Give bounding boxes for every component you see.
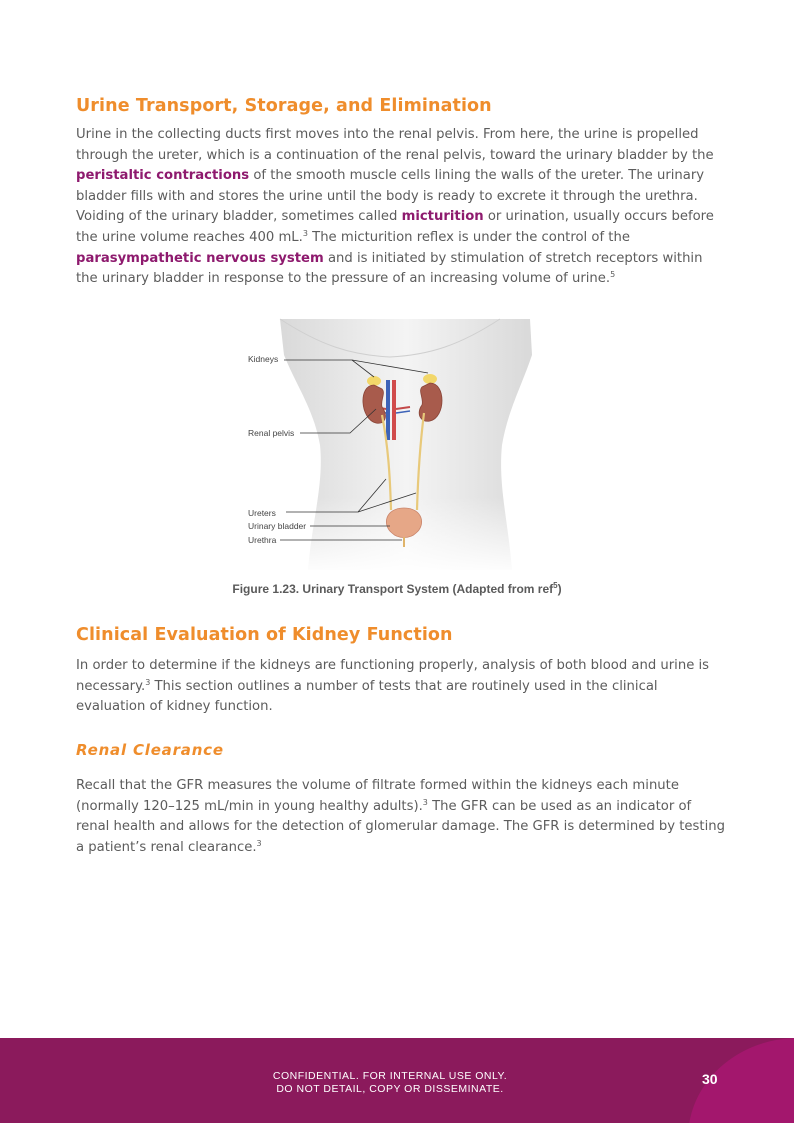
figure-caption: Figure 1.23. Urinary Transport System (Adapted from ref$^5$): [232, 581, 562, 596]
urinary-system-figure: [240, 315, 540, 575]
subsection-heading-renal-clearance: Renal Clearance: [76, 741, 224, 759]
adrenal-gland-right: [423, 374, 437, 384]
reference-superscript: 3: [256, 838, 262, 848]
urine-transport-paragraph: Urine in the collecting ducts first moves into the renal pelvis. From here, the urine is propelled through the ureter, which is a continuation of the renal pelvis, toward the urinary bladder by the peristaltic contractions of the smooth muscle cells lining the walls of the ureter. The urinary bladder fills with and stores the urine until the body is ready to excrete it through the urethra. Voiding of the urinary bladder, sometimes called micturition or urination, usually occurs before the urine volume reaches 400 mL.$^3$ The micturition reflex is under the control of the parasympathetic nervous system and is initiated by stimulation of stretch receptors within the urinary bladder in response to the pressure of an increasing volume of urine.$^5$: [76, 127, 714, 287]
term-parasympathetic-nervous-system: parasympathetic nervous system: [76, 250, 324, 266]
reference-superscript: 3: [145, 677, 151, 687]
renal-clearance-paragraph: Recall that the GFR measures the volume of filtrate formed within the kidneys each minute (normally 120–125 mL/min in young healthy adults).$^3$ The GFR can be used as an indicator of renal health and allows for the detection of glomerular damage. The GFR is determined by testing a patient’s renal clearance.$^3$: [76, 778, 725, 855]
vena-cava-vessel: [386, 380, 390, 440]
urinary-system-illustration: [240, 315, 540, 575]
urethra: [403, 537, 405, 547]
reference-superscript: 3: [302, 228, 308, 238]
term-peristaltic-contractions: peristaltic contractions: [76, 168, 250, 184]
reference-superscript: 5: [610, 270, 616, 280]
figure-label-kidneys: Kidneys: [248, 354, 279, 364]
figure-label-ureters: Ureters: [248, 508, 276, 518]
figure-label-renal-pelvis: Renal pelvis: [248, 428, 295, 438]
section-heading-urine-transport: Urine Transport, Storage, and Elimination: [76, 96, 492, 116]
reference-superscript: 3: [422, 797, 428, 807]
aorta-vessel: [392, 380, 396, 440]
clinical-evaluation-paragraph: In order to determine if the kidneys are functioning properly, analysis of both blood and urine is necessary.$^3$ This section outlines a number of tests that are routinely used in the clinical evaluation of kidney function.: [76, 658, 710, 715]
section-heading-clinical-evaluation: Clinical Evaluation of Kidney Function: [76, 625, 453, 645]
page-footer: [0, 1038, 794, 1123]
page-number: 30: [702, 1071, 718, 1087]
figure-label-urinary-bladder: Urinary bladder: [248, 521, 307, 531]
figure-label-urethra: Urethra: [248, 535, 277, 545]
adrenal-gland-left: [367, 376, 381, 386]
confidentiality-notice: CONFIDENTIAL. FOR INTERNAL USE ONLY. DO NOT DETAIL, COPY OR DISSEMINATE.: [272, 1070, 508, 1095]
urinary-bladder: [386, 508, 421, 538]
term-micturition: micturition: [401, 209, 484, 225]
